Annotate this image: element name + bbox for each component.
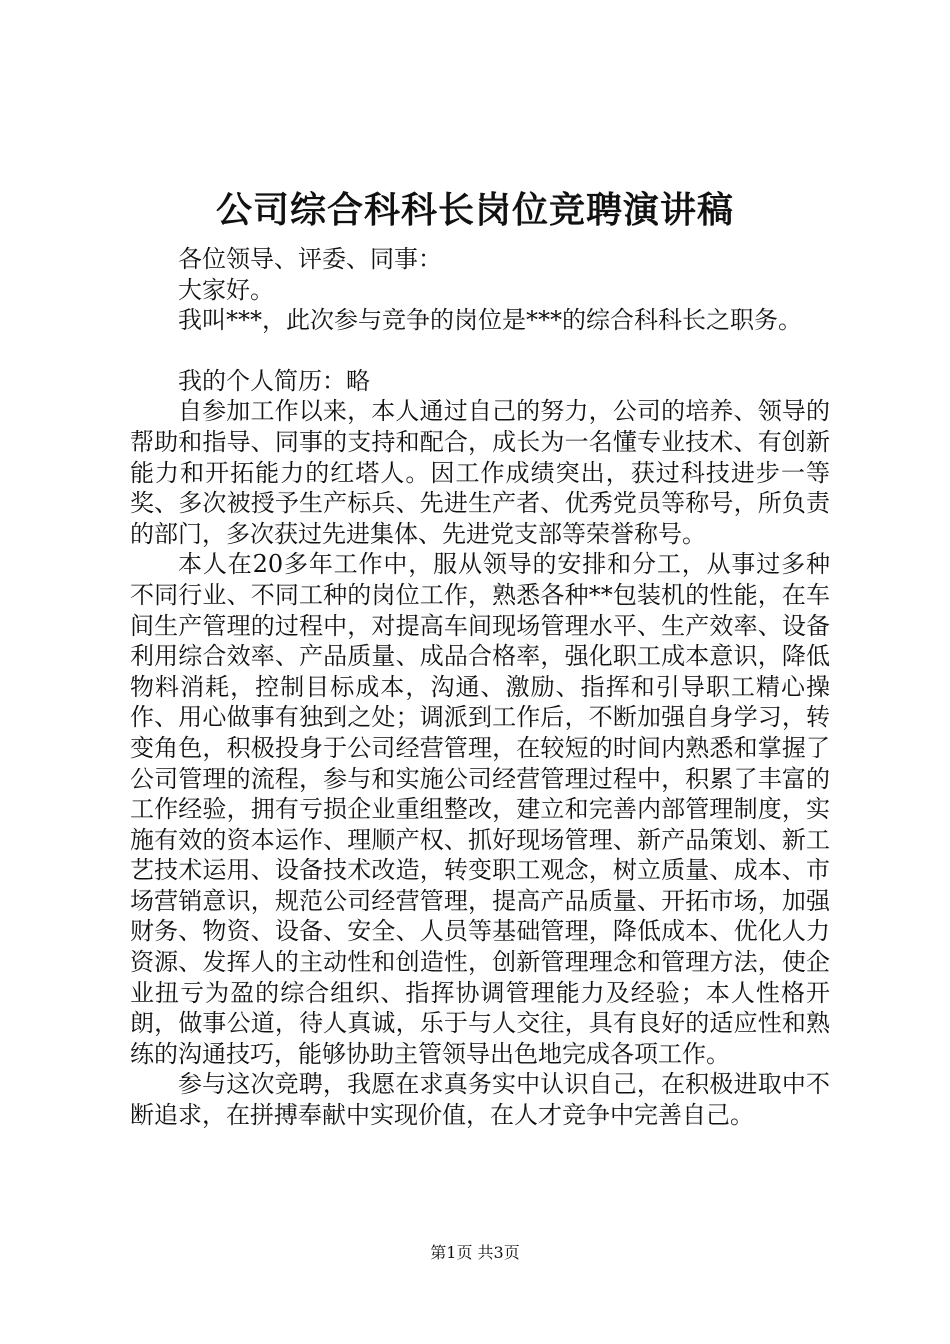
resume-line: 我的个人简历：略	[178, 366, 370, 395]
paragraph-gap	[130, 336, 830, 366]
self-introduction: 我叫***，此次参与竞争的岗位是***的综合科科长之职务。	[178, 306, 802, 335]
document-title: 公司综合科科长岗位竞聘演讲稿	[215, 189, 734, 231]
body-paragraph: 参与这次竞聘，我愿在求真务实中认识自己，在积极进取中不断追求，在拼搏奉献中实现价值，在人才竞争中完善自己。	[130, 1070, 830, 1130]
body-paragraph: 本人在20多年工作中，服从领导的安排和分工，从事过多种不同行业、不同工种的岗位工作，熟悉各种**包装机的性能，在车间生产管理的过程中，对提高车间现场管理水平、生产效率、设备利用综合效率、产品质量、成品合格率，强化职工成本意识，降低物料消耗，控制目标成本，沟通、激励、指挥和引导职工精心操作、用心做事有独到之处；调派到工作后，不断加强自身学习，转变角色，积极投身于公司经营管理，在较短的时间内熟悉和掌握了公司管理的流程，参与和实施公司经营管理过程中，积累了丰富的工作经验，拥有亏损企业重组整改，建立和完善内部管理制度，实施有效的资本运作、理顺产权、抓好现场管理、新产品策划、新工艺技术运用、设备技术改造，转变职工观念，树立质量、成本、市场营销意识，规范公司经营管理，提高产品质量、开拓市场，加强财务、物资、设备、安全、人员等基础管理，降低成本、优化人力资源、发挥人的主动性和创造性，创新管理理念和管理方法，使企业扭亏为盈的综合组织、指挥协调管理能力及经验；本人性格开朗，做事公道，待人真诚，乐于与人交往，具有良好的适应性和熟练的沟通技巧，能够协助主管领导出色地完成各项工作。	[130, 550, 830, 1068]
salutation: 各位领导、评委、同事：	[178, 245, 442, 273]
page-footer: 第1页 共3页	[430, 1243, 520, 1262]
document-body	[130, 244, 830, 1131]
body-paragraph: 自参加工作以来，本人通过自己的努力，公司的培养、领导的帮助和指导、同事的支持和配合，成长为一名懂专业技术、有创新能力和开拓能力的红塔人。因工作成绩突出，获过科技进步一等奖、多次被授予生产标兵、先进生产者、优秀党员等称号，所负责的部门，多次获过先进集体、先进党支部等荣誉称号。	[130, 397, 830, 548]
greeting: 大家好。	[178, 275, 274, 304]
